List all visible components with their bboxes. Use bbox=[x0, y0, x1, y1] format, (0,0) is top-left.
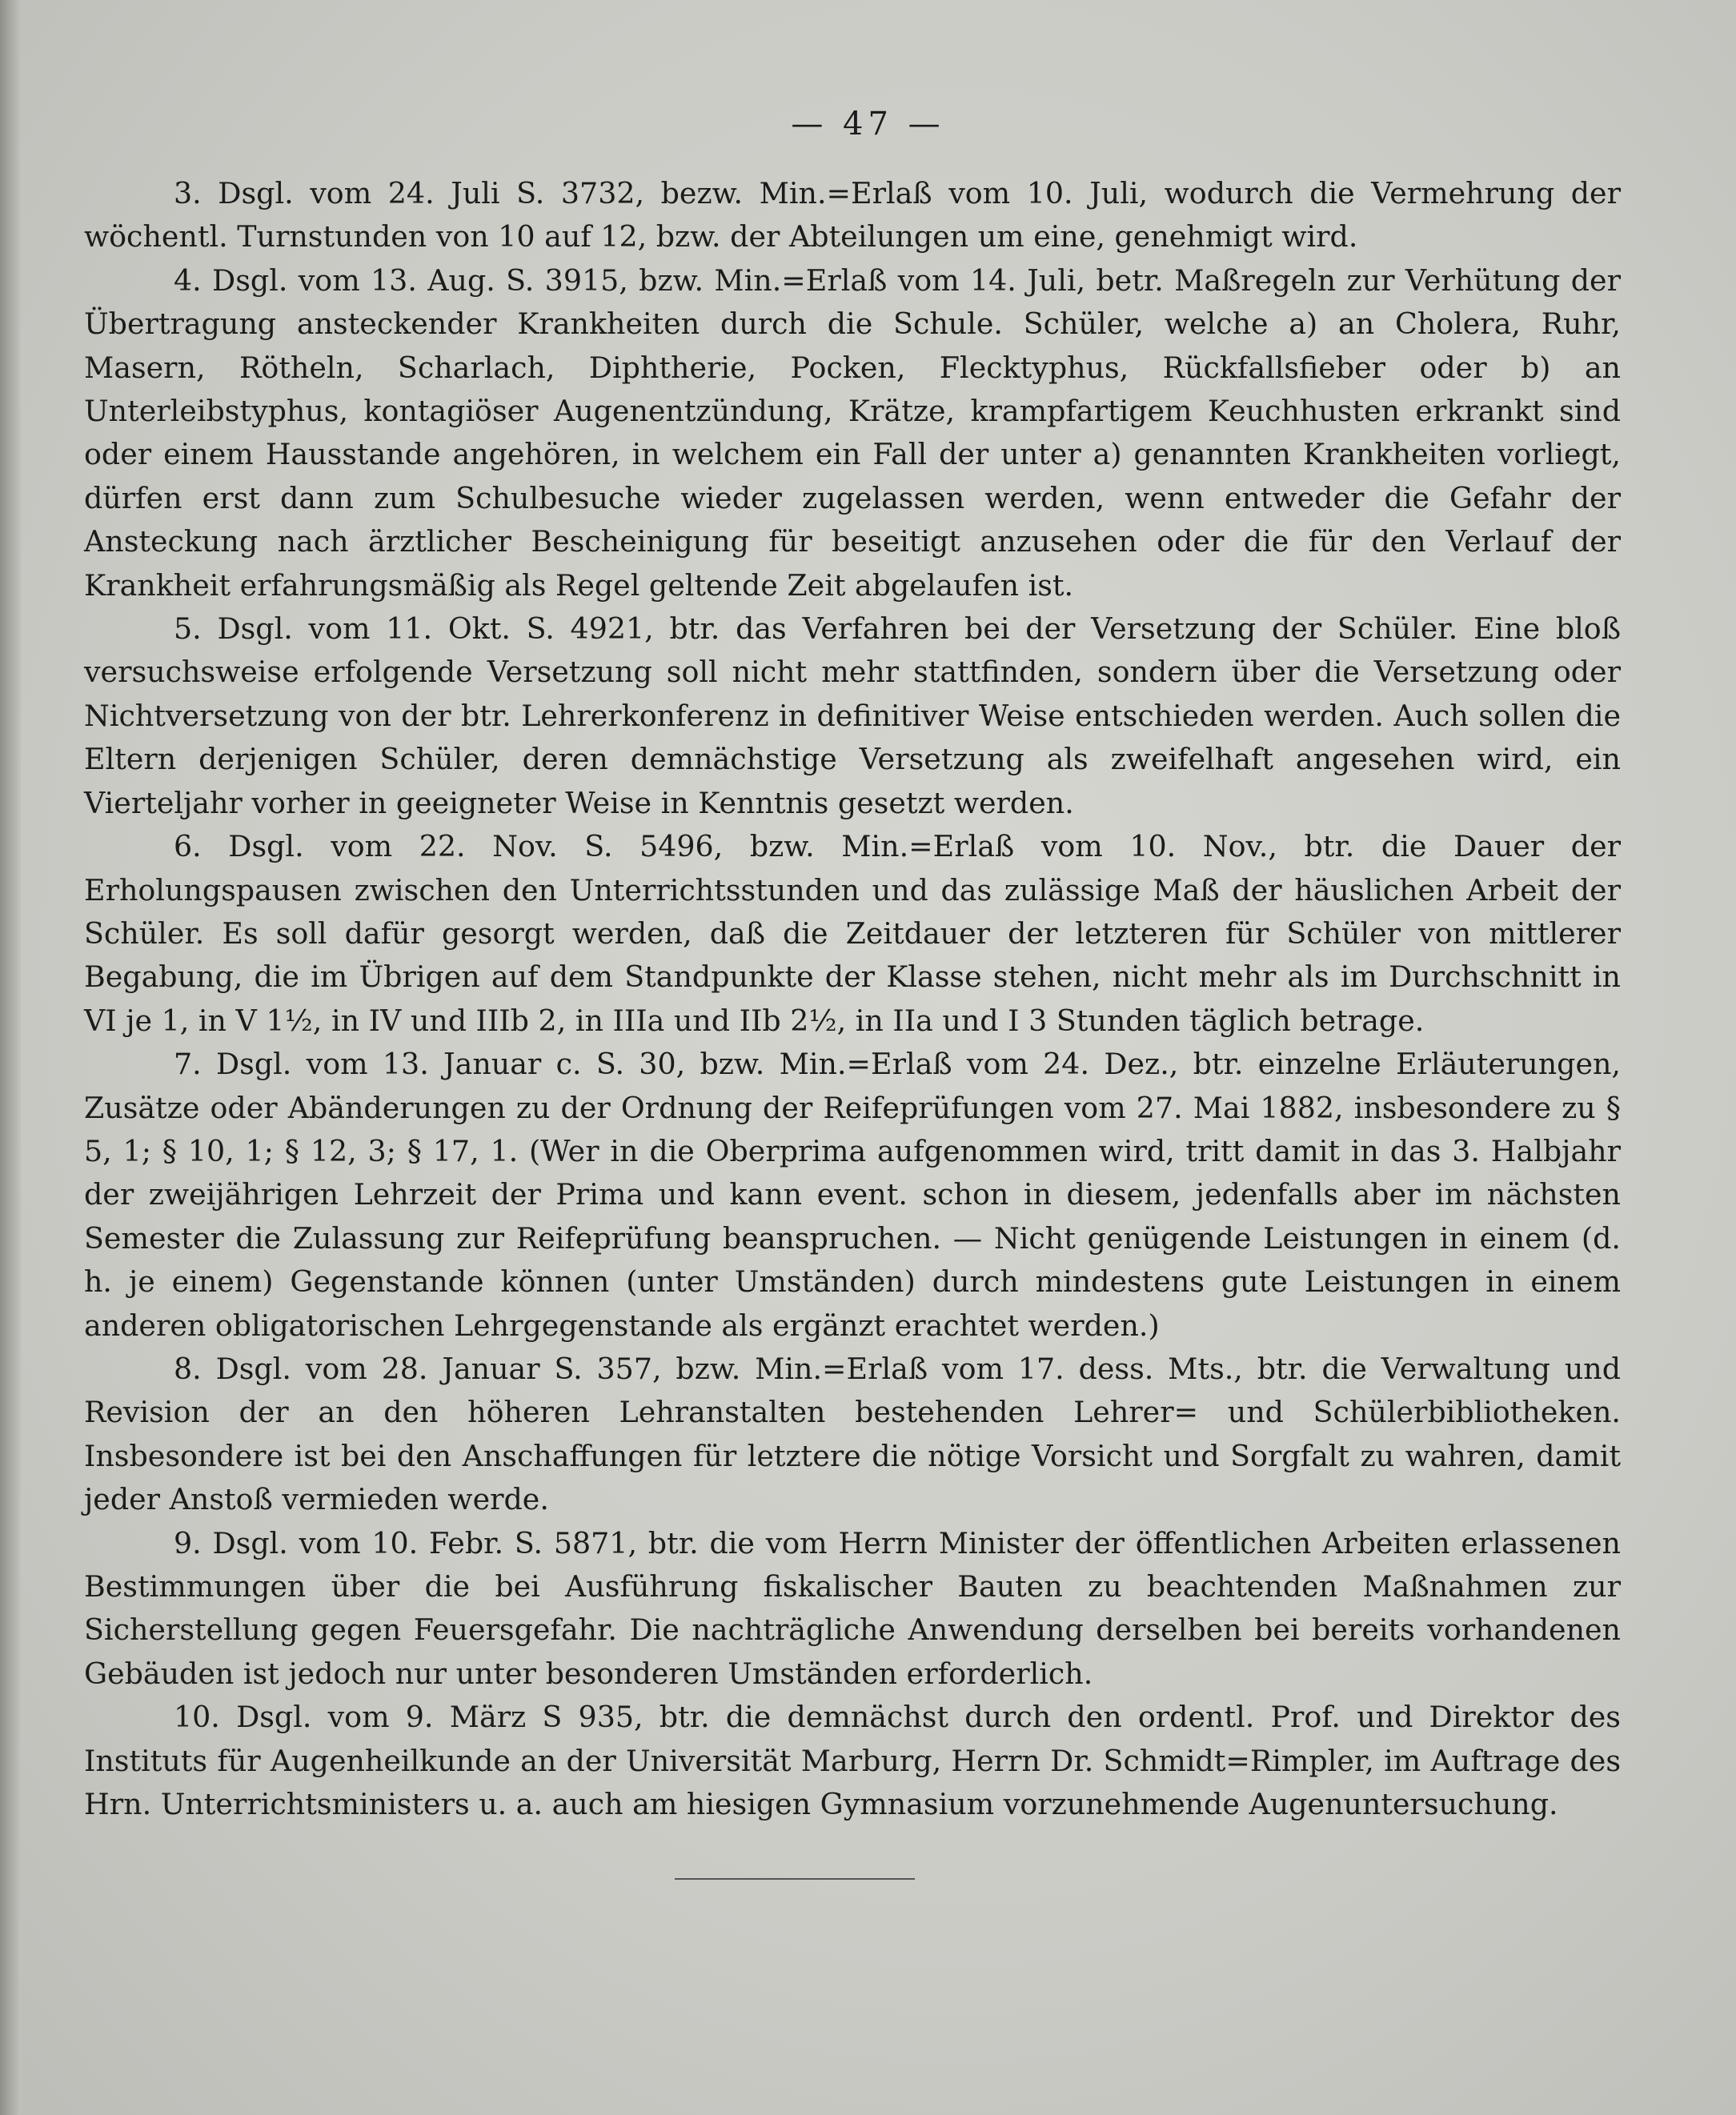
decree-entry-9: 9. Dsgl. vom 10. Febr. S. 5871, btr. die vom Herrn Minister der öffentlichen Arbeiten erlassenen Bestimmungen über die bei Ausführung fiskalischer Bauten zu beachtenden Maßnahmen zur Sicherstellung gegen Feuersgefahr. Die nachträgliche Anwendung derselben bei bereits vorhandenen Gebäuden ist jedoch nur unter besonderen Umständen erforderlich. bbox=[84, 1525, 1621, 1691]
decree-entry-8: 8. Dsgl. vom 28. Januar S. 357, bzw. Min.=Erlaß vom 17. dess. Mts., btr. die Verwaltung und Revision der an den höheren Lehranstalten bestehenden Lehrer= und Schülerbibliotheken. Insbesondere ist bei den Anschaffungen für letztere die nötige Vorsicht und Sorgfalt zu wahren, damit jeder Anstoß vermieden werde. bbox=[84, 1351, 1621, 1517]
decree-entry-7: 7. Dsgl. vom 13. Januar c. S. 30, bzw. Min.=Erlaß vom 24. Dez., btr. einzelne Erläuterungen, Zusätze oder Abänderungen zu der Ordnung der Reifeprüfungen vom 27. Mai 1882, insbesondere zu § 5, 1; § 10, 1; § 12, 3; § 17, 1. (Wer in die Oberprima aufgenommen wird, tritt damit in das 3. Halbjahr der zweijährigen Lehrzeit der Prima und kann event. schon in diesem, jedenfalls aber im nächsten Semester die Zulassung zur Reifeprüfung beanspruchen. — Nicht genügende Leistungen in einem (d. h. je einem) Gegenstande können (unter Umständen) durch mindestens gute Leistungen in einem anderen obligatorischen Lehrgegenstande als ergänzt erachtet werden.) bbox=[84, 1047, 1621, 1343]
decree-entry-4: 4. Dsgl. vom 13. Aug. S. 3915, bzw. Min.=Erlaß vom 14. Juli, betr. Maßregeln zur Verhütung der Übertragung ansteckender Krankheiten durch die Schule. Schüler, welche a) an Cholera, Ruhr, Masern, Rötheln, Scharlach, Diphtherie, Pocken, Flecktyphus, Rückfallsfieber oder b) an Unterleibstyphus, kontagiöser Augenentzündung, Krätze, krampfartigem Keuchhusten erkrankt sind oder einem Hausstande angehören, in welchem ein Fall der unter a) genannten Krankheiten vorliegt, dürfen erst dann zum Schulbesuche wieder zugelassen werden, wenn entweder die Gefahr der Ansteckung nach ärztlicher Bescheinigung für beseitigt anzusehen oder die für den Verlauf der Krankheit erfahrungsmäßig als Regel geltende Zeit abgelaufen ist. bbox=[84, 262, 1621, 603]
decree-entry-10: 10. Dsgl. vom 9. März S 935, btr. die demnächst durch den ordentl. Prof. und Direktor des Instituts für Augenheilkunde an der Universität Marburg, Herrn Dr. Schmidt=Rimpler, im Auftrage des Hrn. Unterrichtsministers u. a. auch am hiesigen Gymnasium vorzunehmende Augenuntersuchung. bbox=[84, 1700, 1621, 1822]
decree-entry-6: 6. Dsgl. vom 22. Nov. S. 5496, bzw. Min.=Erlaß vom 10. Nov., btr. die Dauer der Erholungspausen zwischen den Unterrichtsstunden und das zulässige Maß der häuslichen Arbeit der Schüler. Es soll dafür gesorgt werden, daß die Zeitdauer der letzteren für Schüler von mittlerer Begabung, die im Übrigen auf dem Standpunkte der Klasse stehen, nicht mehr als im Durchschnitt in VI je 1, in V 1½, in IV und IIIb 2, in IIIa und IIb 2½, in IIa und I 3 Stunden täglich betrage. bbox=[84, 829, 1621, 1038]
decree-entry-3: 3. Dsgl. vom 24. Juli S. 3732, bezw. Min.=Erlaß vom 10. Juli, wodurch die Vermehrung der wöchentl. Turnstunden von 10 auf 12, bzw. der Abteilungen um eine, genehmigt wird. bbox=[84, 176, 1621, 254]
page-number: — 47 — bbox=[791, 106, 945, 142]
page-body bbox=[84, 172, 1621, 1826]
binding-gutter bbox=[0, 0, 21, 2115]
decree-entry-5: 5. Dsgl. vom 11. Okt. S. 4921, btr. das Verfahren bei der Versetzung der Schüler. Eine bloß versuchsweise erfolgende Versetzung soll nicht mehr stattfinden, sondern über die Versetzung oder Nichtversetzung von der btr. Lehrerkonferenz in definitiver Weise entschieden werden. Auch sollen die Eltern derjenigen Schüler, deren demnächstige Versetzung als zweifelhaft angesehen wird, ein Vierteljahr vorher in geeigneter Weise in Kenntnis gesetzt werden. bbox=[84, 611, 1621, 820]
closing-rule bbox=[675, 1878, 915, 1880]
